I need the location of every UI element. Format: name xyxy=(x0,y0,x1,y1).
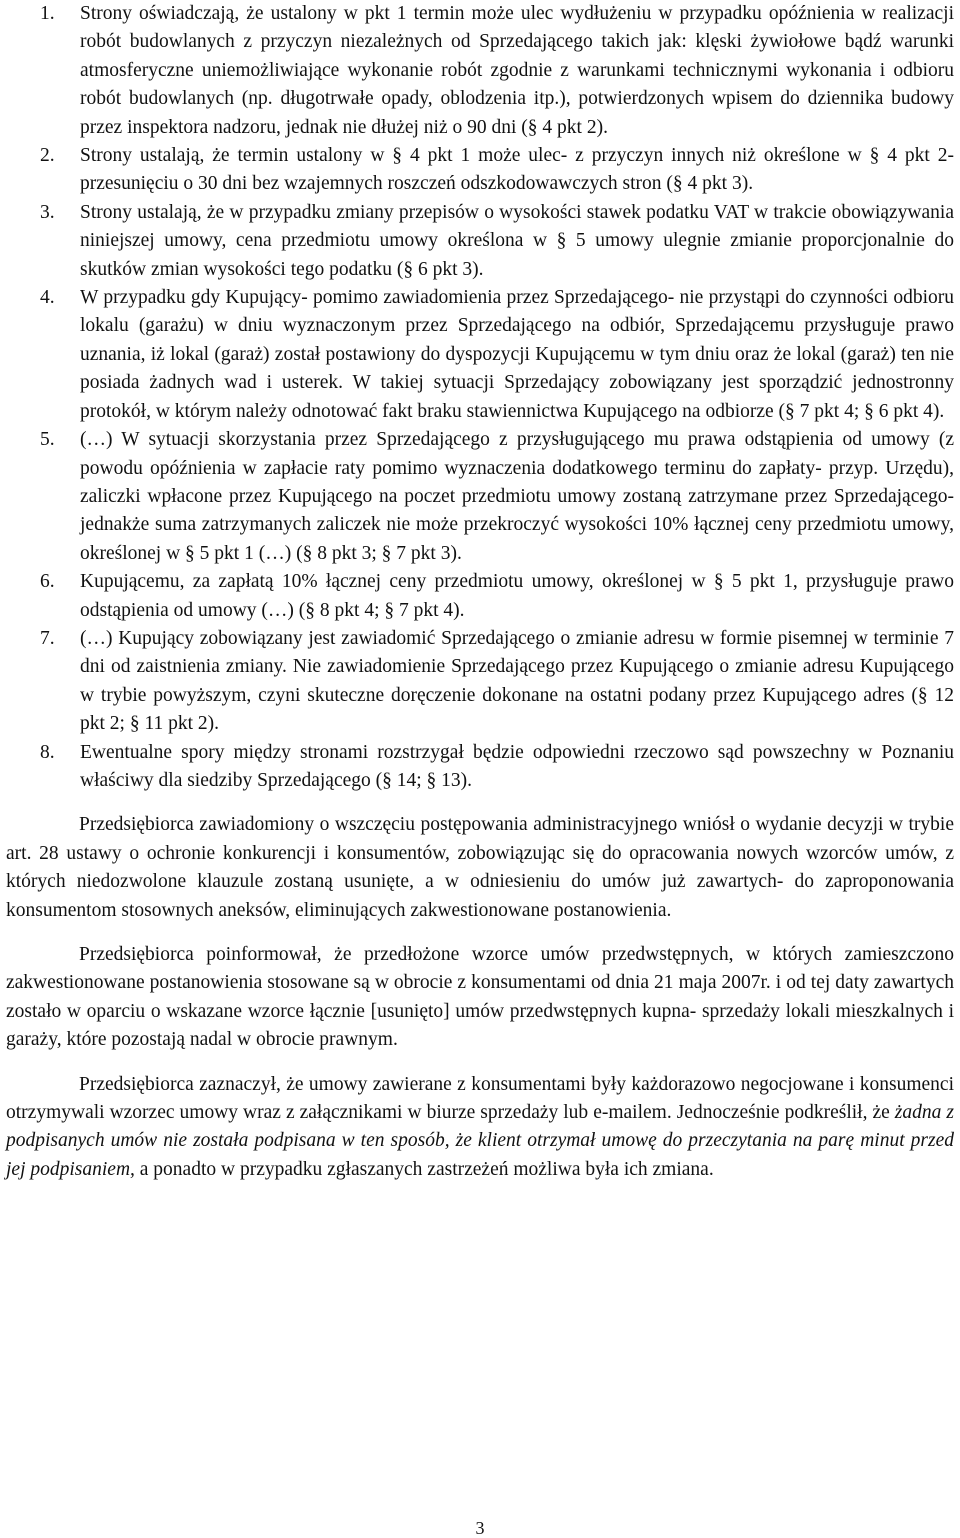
list-item-number: 1. xyxy=(40,3,55,24)
list-item xyxy=(6,284,954,426)
numbered-list xyxy=(6,0,954,795)
paragraph-information: Przedsiębiorca poinformował, że przedłożone wzorce umów przedwstępnych, w których zamieszczono zakwestionowane postanowienia stosowane są w obrocie z konsumentami od dnia 21 maja 2007r. i od tej daty zawartych zostało w oparciu o wskazane wzorce łącznie [usunięto] umów przedwstępnych kupna- sprzedaży lokali mieszkalnych i garaży, które pozostają nadal w obrocie prawnym. xyxy=(6,944,954,1051)
page-number: 3 xyxy=(475,1518,485,1538)
list-item-number: 4. xyxy=(40,287,55,309)
list-item-number: 5. xyxy=(40,429,55,451)
paragraph-decision-request: Przedsiębiorca zawiadomiony o wszczęciu postępowania administracyjnego wniósł o wydanie decyzji w trybie art. 28 ustawy o ochronie konkurencji i konsumentów, zobowiązując się do opracowania nowych wzorców umów, z których niedozwolone klauzule zostaną usunięte, a w odniesieniu do umów już zawartych- do zaproponowania konsumentom stosownych aneksów, eliminujących zakwestionowane postanowienia. xyxy=(6,814,954,921)
list-item-text: Kupującemu, za zapłatą 10% łącznej ceny przedmiotu umowy, określonej w § 5 pkt 1, przysługuje prawo odstąpienia od umowy (…) (§ 8 pkt 4; § 7 pkt 4). xyxy=(80,571,954,621)
list-item-text: Strony ustalają, że termin ustalony w § 4 pkt 1 może ulec- z przyczyn innych niż określone w § 4 pkt 2- przesunięciu o 30 dni bez wzajemnych roszczeń odszkodowawczych stron (§ 4 pkt 3). xyxy=(80,145,954,195)
paragraph-negotiation xyxy=(6,1071,954,1185)
paragraph-text: a ponadto w przypadku zgłaszanych zastrzeżeń możliwa była ich zmiana. xyxy=(134,1158,714,1180)
list-item-text: Ewentualne spory między stronami rozstrzygał będzie odpowiedni rzeczowo sąd powszechny w Poznaniu właściwy dla siedziby Sprzedającego (§ 14; § 13). xyxy=(80,741,954,791)
list-item xyxy=(6,739,954,796)
list-item-text: Strony ustalają, że w przypadku zmiany przepisów o wysokości stawek podatku VAT w trakcie obowiązywania niniejszej umowy, cena przedmiotu umowy określona w § 5 umowy ulegnie zmianie proporcjonalnie do skutków zmian wysokości tego podatku (§ 6 pkt 3). xyxy=(80,201,954,280)
list-item xyxy=(6,142,954,199)
list-item xyxy=(6,199,954,284)
list-item xyxy=(6,568,954,625)
paragraph-text: Przedsiębiorca zaznaczył, że umowy zawierane z konsumentami były każdorazowo negocjowane i konsumenci otrzymywali wzorzec umowy wraz z załącznikami w biurze sprzedaży lub e-mailem. Jednocześnie podkreślił, że xyxy=(6,1073,954,1124)
list-item-number: 6. xyxy=(40,571,55,593)
list-item-number: 3. xyxy=(40,201,55,223)
list-item xyxy=(6,426,954,568)
list-item-number: 8. xyxy=(40,741,55,763)
list-item xyxy=(6,0,954,142)
list-item-number: 2. xyxy=(40,145,55,167)
list-item xyxy=(6,625,954,739)
list-item-text: Strony oświadczają, że ustalony w pkt 1 termin może ulec wydłużeniu w przypadku opóźnienia w realizacji robót budowlanych z przyczyn niezależnych od Sprzedającego takich jak: klęski żywiołowe bądź warunki atmosferyczne uniemożliwiające wykonanie robót zgodnie z warunkami technicznymi wykonania i odbioru robót budowlanych (np. długotrwałe opady, oblodzenia itp.), potwierdzonych wpisem do dziennika budowy przez inspektora nadzoru, jednak nie dłużej niż o 90 dni (§ 4 pkt 2). xyxy=(80,3,954,138)
list-item-text: W przypadku gdy Kupujący- pomimo zawiadomienia przez Sprzedającego- nie przystąpi do czynności odbioru lokalu (garażu) w dniu wyznaczonym przez Sprzedającego na odbiór, Sprzedającemu przysługuje prawo uznania, iż lokal (garaż) został postawiony do dyspozycji Kupującemu w tym dniu oraz że lokal (garaż) ten nie posiada żadnych wad i usterek. W takiej sytuacji Sprzedający zobowiązany jest sporządzić jednostronny protokół, w którym należy odnotować fakt braku stawiennictwa Kupującego na odbiorze (§ 7 pkt 4; § 6 pkt 4). xyxy=(80,287,954,422)
list-item-text: (…) W sytuacji skorzystania przez Sprzedającego z przysługującego mu prawa odstąpienia od umowy (z powodu opóźnienia w zapłacie raty pomimo wyznaczenia dodatkowego terminu do zapłaty- przyp. Urzędu), zaliczki wpłacone przez Kupującego na poczet przedmiotu umowy zostaną zatrzymane przez Sprzedającego- jednakże suma zatrzymanych zaliczek nie może przekroczyć wysokości 10% łącznej ceny przedmiotu umowy, określonej w § 5 pkt 1 (…) (§ 8 pkt 3; § 7 pkt 3). xyxy=(80,429,954,564)
italic-quote: żadna z podpisanych umów nie została podpisana w ten sposób, że klient otrzymał umowę do przeczytania na parę minut przed jej podpisaniem, xyxy=(6,1102,954,1180)
list-item-number: 7. xyxy=(40,627,55,649)
list-item-text: (…) Kupujący zobowiązany jest zawiadomić Sprzedającego o zmianie adresu w formie pisemnej w terminie 7 dni od zaistnienia zmiany. Nie zawiadomienie Sprzedającego przez Kupującego o zmianie adresu Kupującego w trybie powyższym, czyni skuteczne doręczenie dokonane na ostatni podany przez Kupującego adres (§ 12 pkt 2; § 11 pkt 2). xyxy=(80,627,954,735)
